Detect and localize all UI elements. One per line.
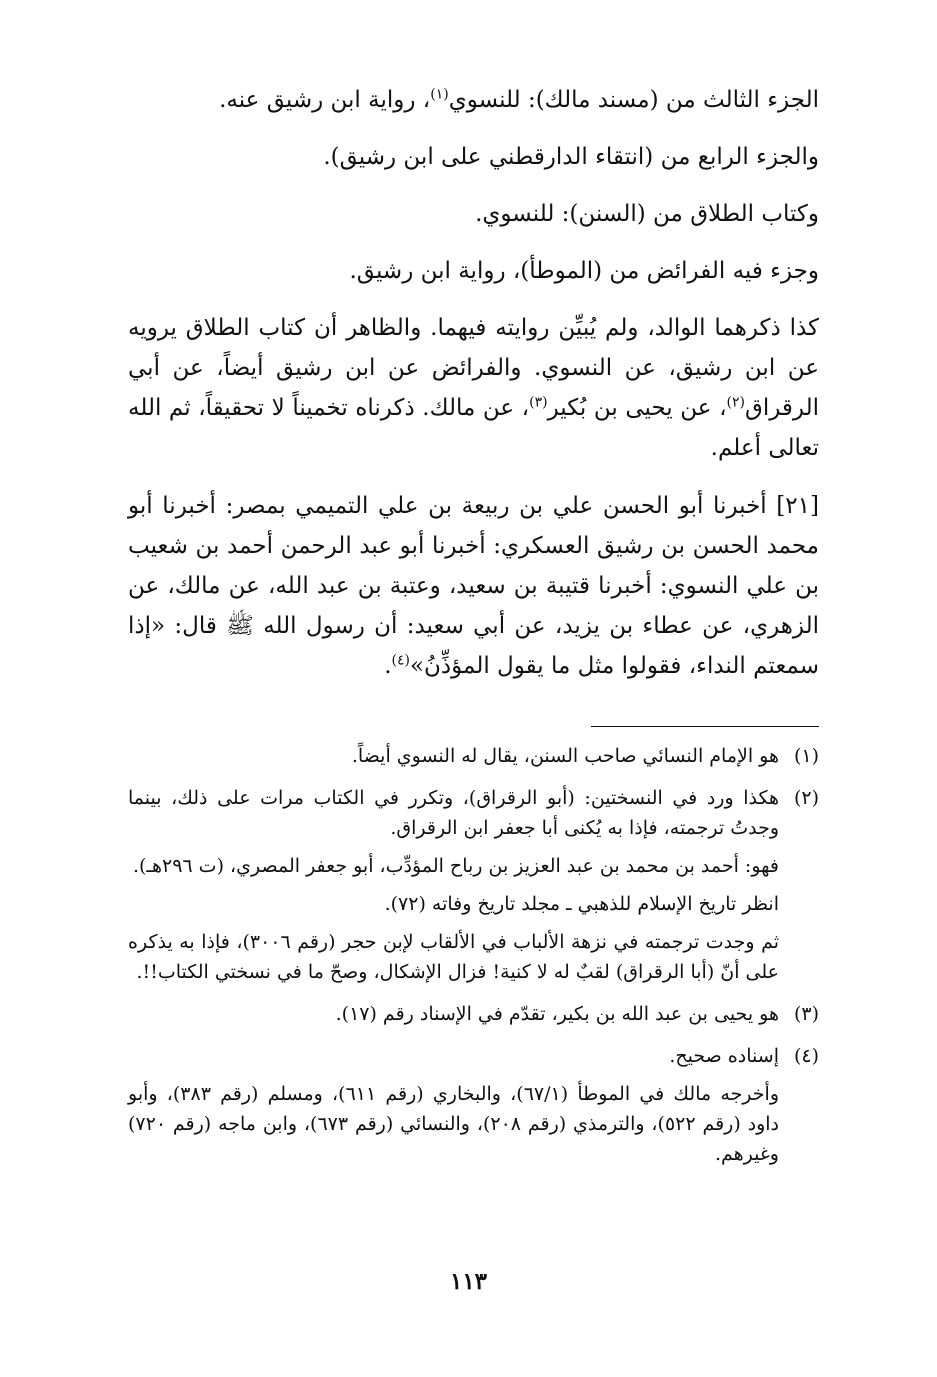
- footnote-text: هو يحيى بن عبد الله بن بكير، تقدّم في الإسناد رقم (١٧).: [335, 1003, 779, 1025]
- main-text: [128, 80, 819, 686]
- page-number: ١١٣: [449, 1268, 488, 1295]
- footnote-text: فهو: أحمد بن محمد بن عبد العزيز بن رباح المؤدِّب، أبو جعفر المصري، (ت ٢٩٦هـ).: [132, 855, 779, 877]
- footnotes: [128, 741, 819, 1177]
- footnote-4: [128, 1041, 819, 1177]
- footnote-text: وأخرجه مالك في الموطأ (٦٧/١)، والبخاري (رقم ٦١١)، ومسلم (رقم ٣٨٣)، وأبو داود (رقم ٥٢٢)، والترمذي (رقم ٢٠٨)، والنسائي (رقم ٦٧٣)، وابن ماجه (رقم ٧٢٠) وغيرهم.: [128, 1083, 779, 1165]
- footnote-ref-1[interactable]: (١): [430, 86, 449, 103]
- footnote-ref-2[interactable]: (٢): [726, 394, 745, 411]
- footnote-number: (١): [793, 745, 819, 767]
- footnote-ref-3[interactable]: (٣): [529, 394, 548, 411]
- text-line-2: والجزء الرابع من (انتقاء الدارقطني على ابن رشيق).: [323, 144, 819, 170]
- para1-text: كذا ذكرهما الوالد، ولم يُبيِّن روايته فيهما. والظاهر أن كتاب الطلاق يرويه عن ابن رشيق، عن النسوي. والفرائض عن ابن رشيق أيضاً، عن أبي الرقراق: [128, 315, 819, 421]
- footnote-3: [128, 999, 819, 1037]
- line1-text: الجزء الثالث من (مسند مالك): للنسوي: [448, 87, 819, 113]
- footnote-number: (٣): [793, 1003, 819, 1025]
- footnote-number: (٤): [793, 1045, 819, 1067]
- text-line-4: وجزء فيه الفرائض من (الموطأ)، رواية ابن رشيق.: [349, 258, 819, 284]
- footnote-text: ثم وجدت ترجمته في نزهة الألباب في الألقاب لإبن حجر (رقم ٣٠٠٦)، فإذا به يذكره على أنّ (أبا الرقراق) لقبٌ له لا كنية! فزال الإشكال، وصحّ ما في نسختي الكتاب!!.: [128, 931, 779, 983]
- para1-text-b: ، عن يحيى بن بُكير: [547, 395, 727, 421]
- footnote-2: [128, 783, 819, 995]
- paragraph-hadith-21: [128, 486, 819, 686]
- footnote-separator: [591, 726, 819, 727]
- footnote-number: (٢): [793, 787, 819, 809]
- footnote-text: انظر تاريخ الإسلام للذهبي ـ مجلد تاريخ وفاته (٧٢).: [384, 893, 779, 915]
- footnote-1: [128, 741, 819, 779]
- para1-text-c: ، عن مالك. ذكرناه تخميناً لا تحقيقاً، ثم الله تعالى أعلم.: [128, 395, 819, 461]
- footnote-text: إسناده صحيح.: [669, 1045, 779, 1067]
- line1-text-end: ، رواية ابن رشيق عنه.: [219, 87, 431, 113]
- footnote-ref-4[interactable]: (٤): [391, 652, 410, 669]
- text-line-1: [128, 80, 819, 120]
- footnote-text: هكذا ورد في النسختين: (أبو الرقراق)، وتكرر في الكتاب مرات على ذلك، بينما وجدتُ ترجمته، فإذا به يُكنى أبا جعفر ابن الرقراق.: [128, 787, 779, 839]
- hadith-text: [٢١] أخبرنا أبو الحسن علي بن ربيعة بن علي التميمي بمصر: أخبرنا أبو محمد الحسن بن رشيق العسكري: أخبرنا أبو عبد الرحمن أحمد بن شعيب بن علي النسوي: أخبرنا قتيبة بن سعيد، وعتبة بن عبد الله، عن مالك، عن الزهري، عن عطاء بن يزيد، عن أبي سعيد: أن رسول الله ﷺ قال: «إذا سمعتم النداء، فقولوا مثل ما يقول المؤذِّنُ»: [128, 493, 819, 679]
- footnote-text: هو الإمام النسائي صاحب السنن، يقال له النسوي أيضاً.: [351, 745, 779, 767]
- hadith-end: .: [384, 653, 392, 679]
- text-line-3: وكتاب الطلاق من (السنن): للنسوي.: [475, 201, 819, 227]
- paragraph-commentary: [128, 308, 819, 468]
